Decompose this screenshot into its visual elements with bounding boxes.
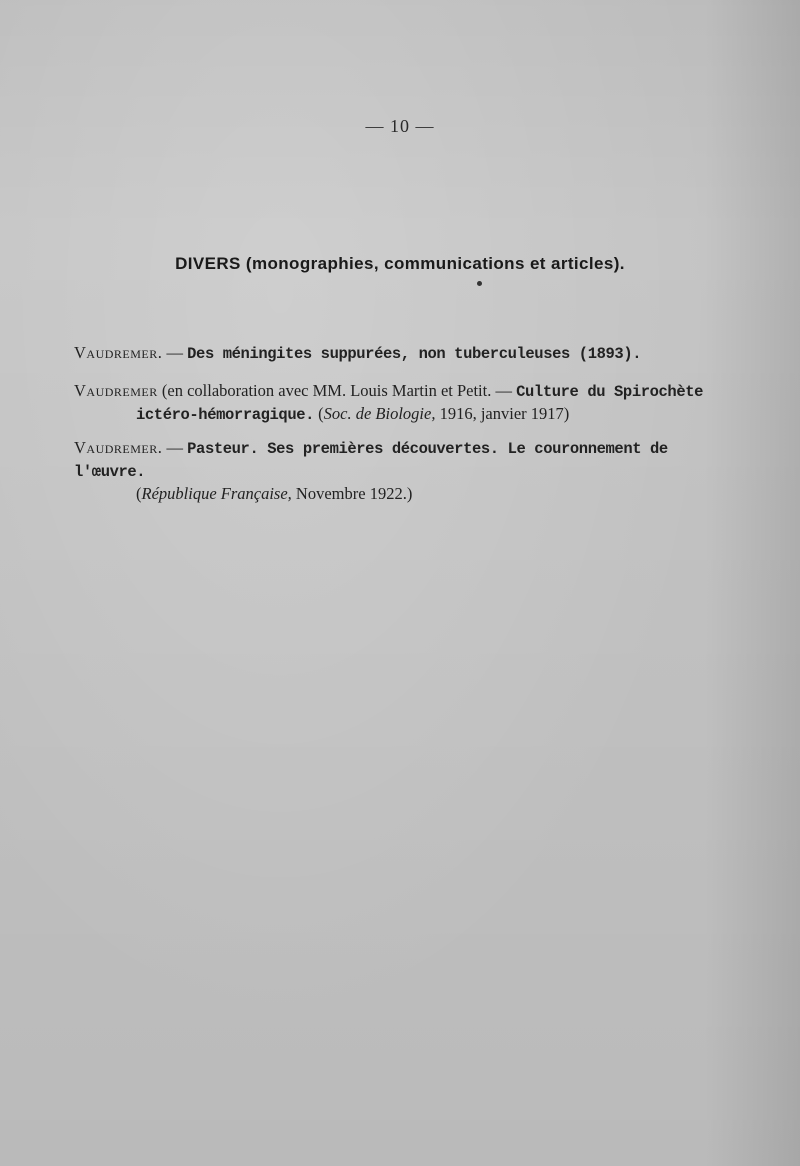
section-title-sub: (monographies, communications et articles). (245, 254, 625, 273)
entry-author: Vaudremer (74, 381, 158, 400)
bibliography-entry (74, 342, 744, 365)
entry-title: Des méningites suppurées, non tuberculeuses (1893). (187, 345, 642, 363)
entry-continuation (74, 483, 744, 505)
entry-author: Vaudremer. (74, 343, 163, 362)
entry-title: Culture du Spirochète (516, 383, 704, 401)
entry-journal-date: 1916, janvier 1917) (435, 404, 570, 423)
entry-text: (en collaboration avec MM. Louis Martin et Petit. — (157, 381, 517, 400)
entry-continuation (74, 403, 744, 426)
entry-journal-date: Novembre 1922.) (291, 484, 413, 503)
page-number: — 10 — (365, 116, 435, 136)
entry-journal-open: ( (314, 404, 324, 423)
entry-title: Pasteur. Ses premières découvertes. Le couronnement de l'œuvre. (74, 440, 668, 481)
entry-author: Vaudremer. (74, 438, 163, 457)
section-title-main: DIVERS (175, 254, 241, 273)
entry-paren-open: ( (136, 484, 142, 503)
entry-journal: République Française, (141, 484, 292, 503)
section-title (0, 254, 800, 274)
entry-dash: — (162, 343, 188, 362)
entry-dash: — (162, 438, 188, 457)
entry-title-continued: ictéro-hémorragique. (136, 406, 315, 424)
entry-journal: Soc. de Biologie, (323, 404, 436, 423)
decorative-bullet (477, 281, 482, 286)
bibliography-entry (74, 437, 744, 505)
bibliography-entry (74, 380, 744, 426)
